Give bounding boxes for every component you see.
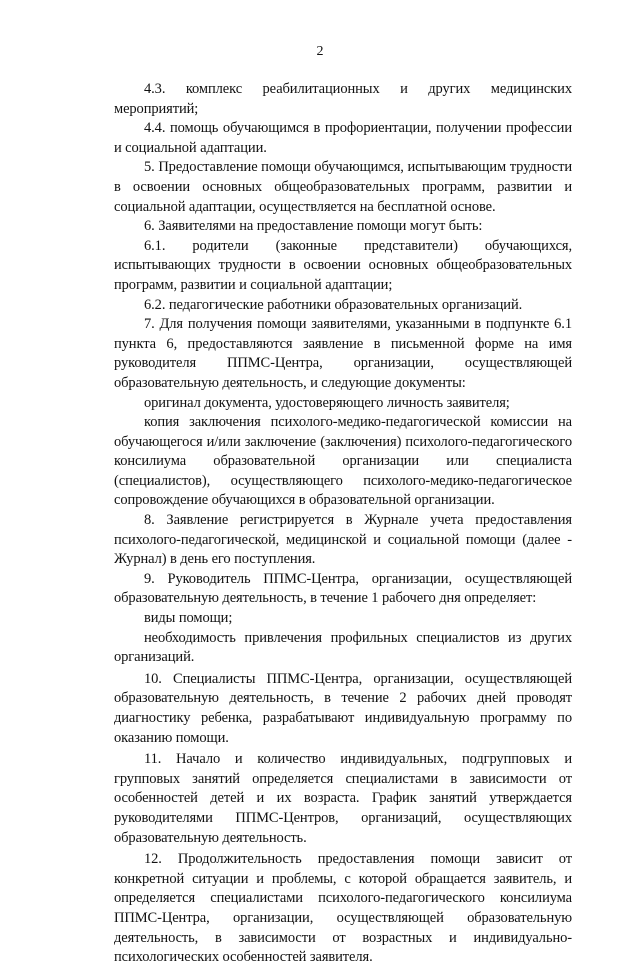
list-item-types-of-help: виды помощи; [144,610,233,627]
paragraph-11: 11. Начало и количество индивидуальных, подгрупповых и групповых занятий определяется специалистами в зависимости от особенностей детей и их возраста. График занятий утверждается руководителями ППМС-Центров, организаций, осуществляющих образовательную деятельность. [114,751,572,846]
paragraph-6: 6. Заявителями на предоставление помощи могут быть: [144,218,483,235]
list-item-commission-copy: копия заключения психолого-медико-педагогической комиссии на обучающегося и/или заключение (заключения) психолого-педагогического консилиума образовательной организации или специалиста (специалистов), осуществляющего психолого-медико-педагогическое сопровождение обучающихся в образовательной организации. [114,414,572,509]
list-item-id-document: оригинал документа, удостоверяющего личность заявителя; [144,394,510,411]
paragraph-7: 7. Для получения помощи заявителями, указанными в подпункте 6.1 пункта 6, предоставляются заявление в письменной форме на имя руководителя ППМС-Центра, организации, осуществляющей образовательную деятельность, и следующие документы: [114,316,572,391]
paragraph-5: 5. Предоставление помощи обучающимся, испытывающим трудности в освоении основных общеобразовательных программ, развитии и социальной адаптации, осуществляется на бесплатной основе. [114,159,572,215]
paragraph-10: 10. Специалисты ППМС-Центра, организации, осуществляющей образовательную деятельность, в течение 2 рабочих дней проводят диагностику ребенка, разрабатывают индивидуальную программу по оказанию помощи. [114,670,572,746]
paragraph-4-4: 4.4. помощь обучающимся в профориентации, получении профессии и социальной адаптации. [114,120,572,156]
paragraph-6-1: 6.1. родители (законные представители) обучающихся, испытывающих трудности в освоении основных общеобразовательных программ, развитии и социальной адаптации; [114,237,572,293]
paragraph-12: 12. Продолжительность предоставления помощи зависит от конкретной ситуации и проблемы, с которой обращается заявитель, и определяется специалистами психолого-педагогического консилиума ППМС-Центра, организации, осуществляющей образовательную деятельность, в зависимости от возрастных и индивидуально-психологических особенностей заявителя. [114,851,572,966]
paragraph-9: 9. Руководитель ППМС-Центра, организации, осуществляющей образовательную деятельность, в течение 1 рабочего дня определяет: [114,570,572,607]
paragraph-6-2: 6.2. педагогические работники образовательных организаций. [144,296,523,313]
document-body [114,80,572,968]
list-item-specialists-needed: необходимость привлечения профильных специалистов из других организаций. [114,629,572,666]
page-number: 2 [316,44,324,59]
paragraph-4-3: 4.3. комплекс реабилитационных и других медицинских мероприятий; [114,81,572,117]
paragraph-8: 8. Заявление регистрируется в Журнале учета предоставления психолого-педагогической, медицинской и социальной помощи (далее - Журнал) в день его поступления. [114,512,572,568]
